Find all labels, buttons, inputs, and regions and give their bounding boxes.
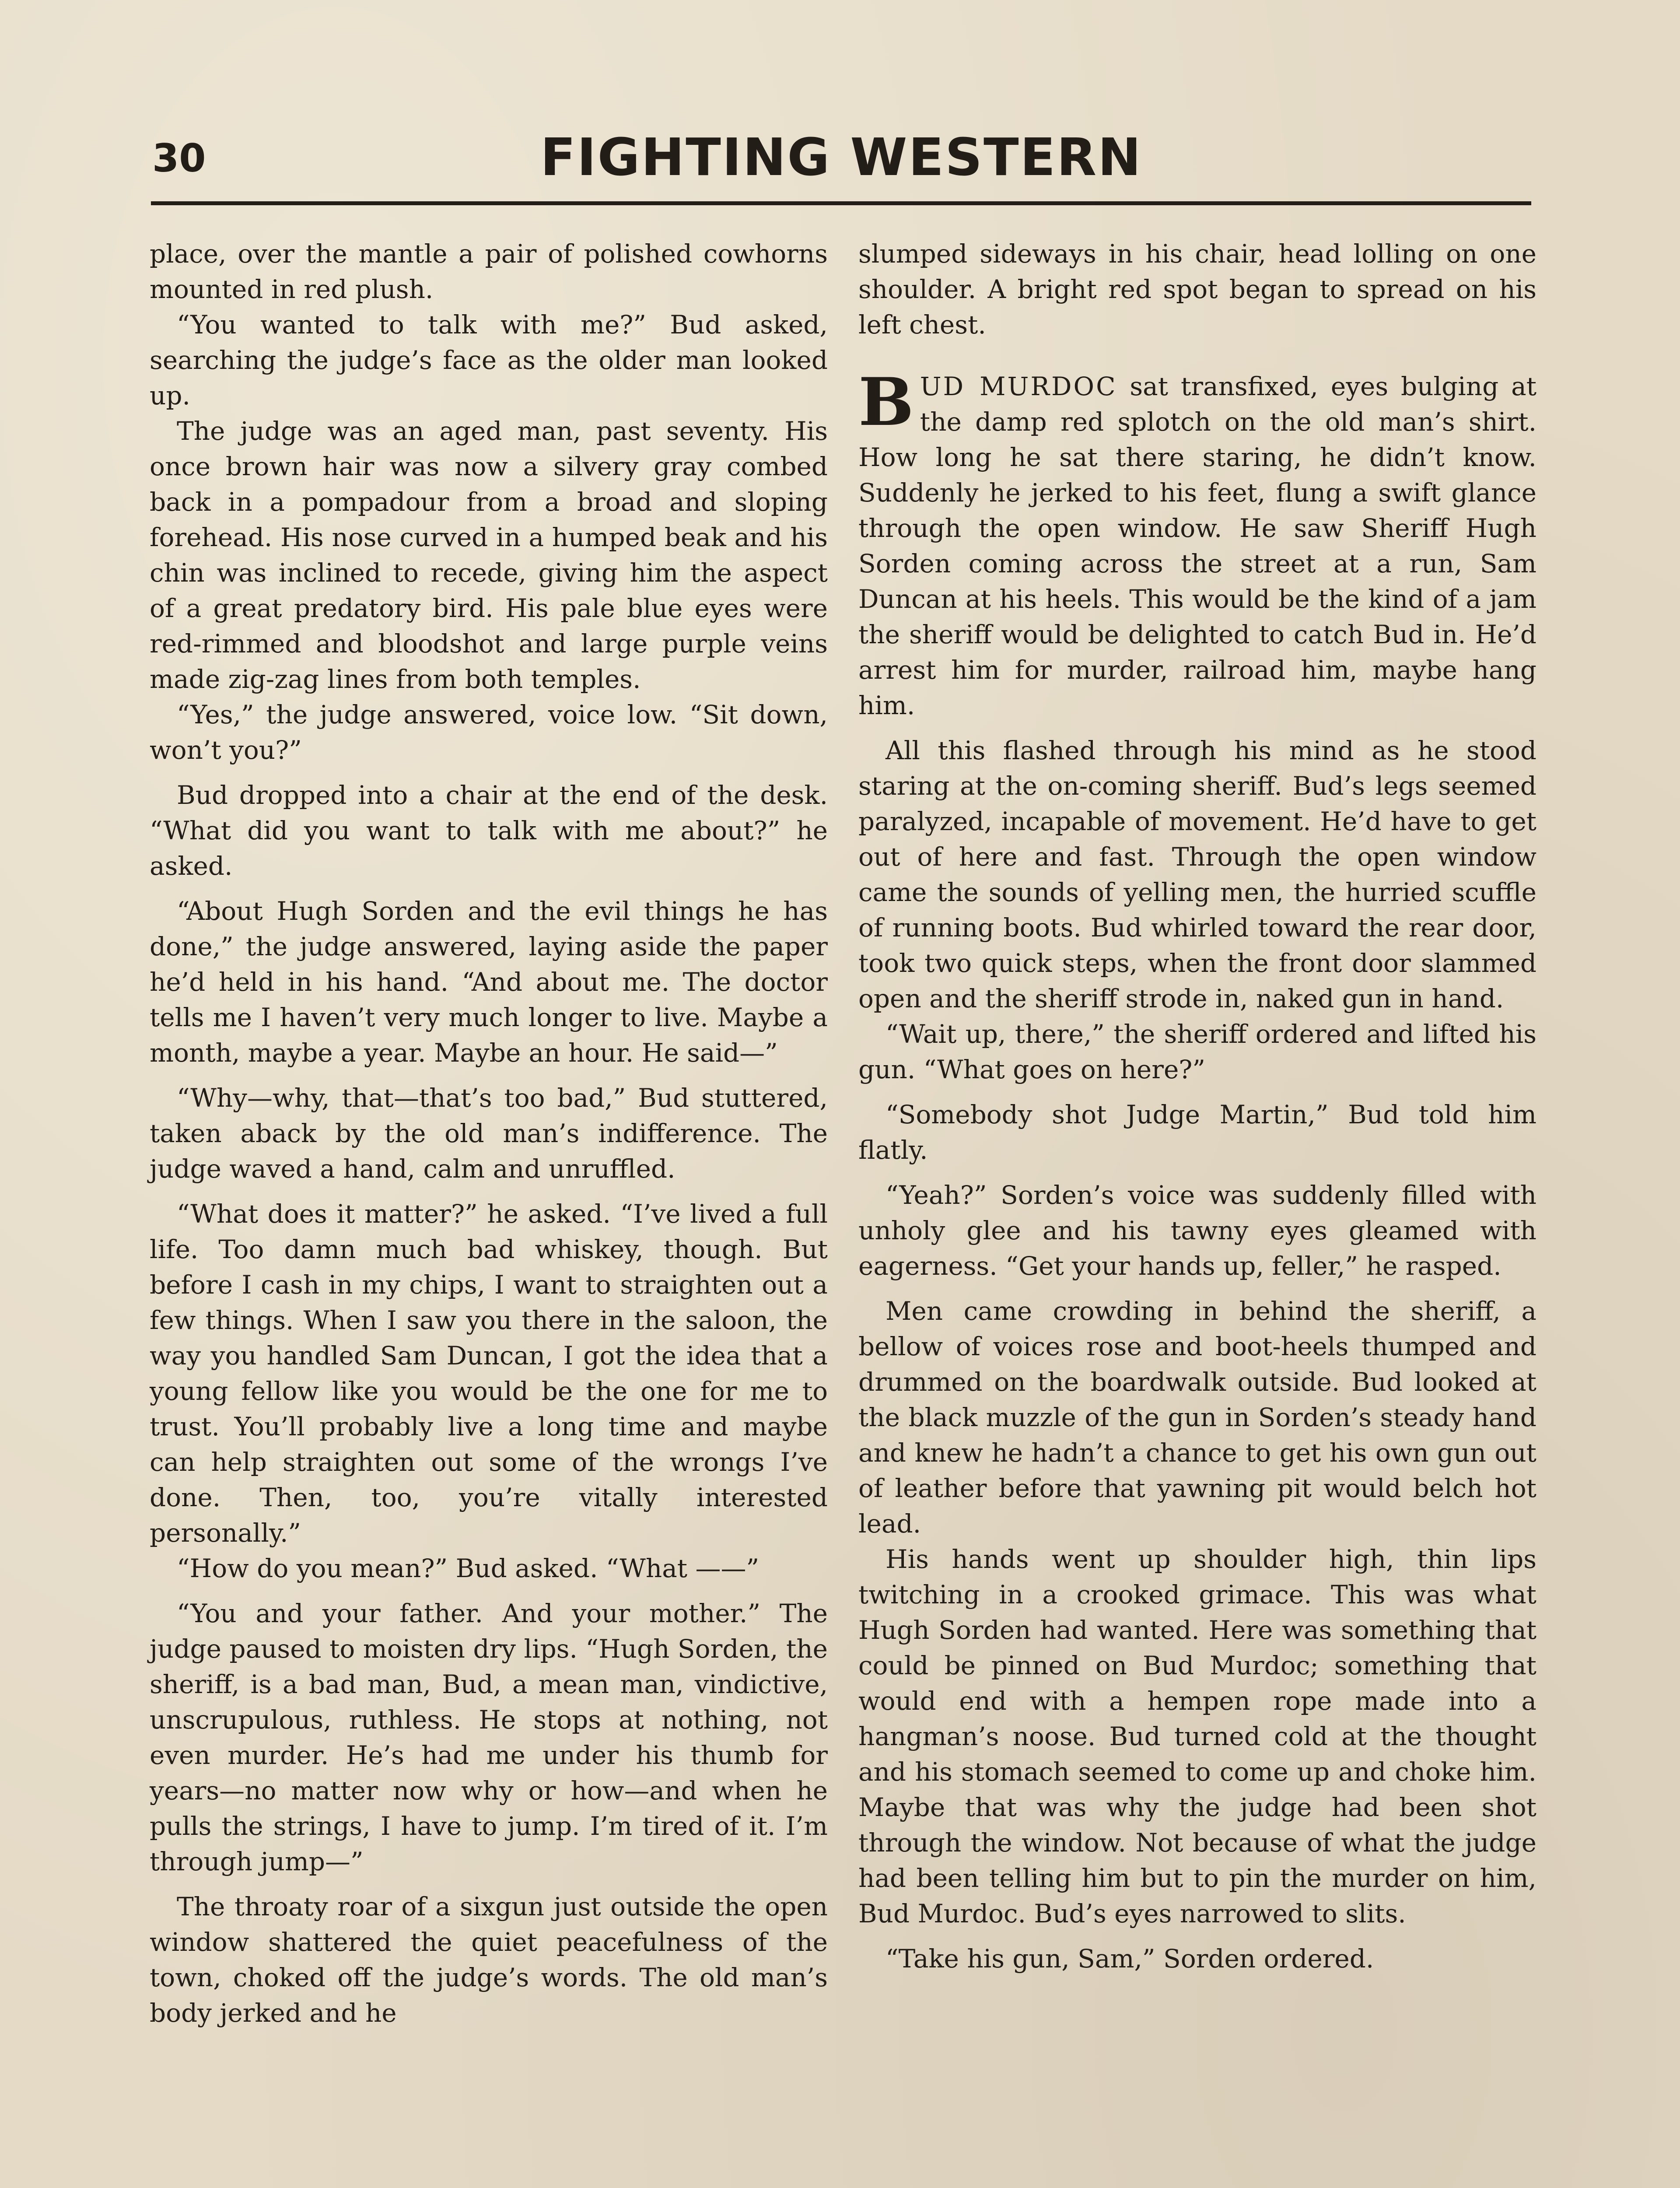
section-start-paragraph (858, 364, 1536, 723)
paragraph: Men came crowding in behind the sheriff, a bellow of voices rose and boot-heels thumped and drummed on the boardwalk outside. Bud looked at the black muzzle of the gun in Sorden’s steady hand and knew he hadn’t a chance to get his own gun out of leather before that yawning pit would belch hot lead. (858, 1296, 1536, 1539)
paragraph: “Yes,” the judge answered, voice low. “Sit down, won’t you?” (150, 700, 828, 765)
paragraph: “You and your father. And your mother.” The judge paused to moisten dry lips. “Hugh Sorden, the sheriff, is a bad man, Bud, a mean man, vindictive, unscrupulous, ruthless. He stops at nothing, not even murder. He’s had me under his thumb for years—no matter now why or how—and when he pulls the strings, I have to jump. I’m tired of it. I’m through jump—” (150, 1599, 828, 1876)
paragraph: His hands went up shoulder high, thin lips twitching in a crooked grimace. This was what Hugh Sorden had wanted. Here was something that could be pinned on Bud Murdoc; something that would end with a hempen rope made into a hangman’s noose. Bud turned cold at the thought and his stomach seemed to come up and choke him. Maybe that was why the judge had been shot through the window. Not because of what the judge had been telling him but to pin the murder on him, Bud Murdoc. Bud’s eyes narrowed to slits. (858, 1544, 1536, 1929)
paragraph: “Why—why, that—that’s too bad,” Bud stuttered, taken aback by the old man’s indifference. The judge waved a hand, calm and unruffled. (150, 1083, 828, 1184)
section-start-text: sat transfixed, eyes bulging at the damp red splotch on the old man’s shirt. How long he sat there staring, he didn’t know. Suddenly he jerked to his feet, flung a swift glance through the open window. He saw Sheriff Hugh Sorden coming across the street at a run, Sam Duncan at his heels. This would be the kind of a jam the sheriff would be delighted to catch Bud in. He’d arrest him for murder, railroad him, maybe hang him. (858, 372, 1536, 720)
paragraph: place, over the mantle a pair of polished cowhorns mounted in red plush. (150, 239, 828, 304)
header-rule (151, 201, 1531, 205)
drop-cap: B (858, 364, 914, 441)
paragraph: “You wanted to talk with me?” Bud asked, searching the judge’s face as the older man looked up. (150, 310, 828, 410)
paragraph: “Somebody shot Judge Martin,” Bud told him flatly. (858, 1100, 1536, 1165)
right-column (858, 236, 1536, 1977)
paragraph: The judge was an aged man, past seventy. His once brown hair was now a silvery gray combed back in a pompadour from a broad and sloping forehead. His nose curved in a humped beak and his chin was inclined to recede, giving him the aspect of a great predatory bird. His pale blue eyes were red-rimmed and bloodshot and large purple veins made zig-zag lines from both temples. (150, 416, 828, 694)
paragraph: “Take his gun, Sam,” Sorden ordered. (886, 1944, 1374, 1974)
page-number: 30 (152, 136, 206, 181)
magazine-title: FIGHTING WESTERN (540, 127, 1142, 187)
paragraph: Bud dropped into a chair at the end of the desk. “What did you want to talk with me about?” he asked. (150, 780, 828, 881)
paragraph: “Wait up, there,” the sheriff ordered and lifted his gun. “What goes on here?” (858, 1019, 1536, 1084)
left-column (150, 236, 828, 2031)
lead-caps: UD MURDOC (920, 372, 1117, 401)
paragraph: slumped sideways in his chair, head lolling on one shoulder. A bright red spot began to spread on his left chest. (858, 239, 1536, 340)
paragraph: The throaty roar of a sixgun just outside the open window shattered the quiet peacefulness of the town, choked off the judge’s words. The old man’s body jerked and he (150, 1892, 828, 2028)
paragraph: All this flashed through his mind as he stood staring at the on-coming sheriff. Bud’s legs seemed paralyzed, incapable of movement. He’d have to get out of here and fast. Through the open window came the sounds of yelling men, the hurried scuffle of running boots. Bud whirled toward the rear door, took two quick steps, when the front door slammed open and the sheriff strode in, naked gun in hand. (858, 736, 1536, 1013)
paragraph: “What does it matter?” he asked. “I’ve lived a full life. Too damn much bad whiskey, though. But before I cash in my chips, I want to straighten out a few things. When I saw you there in the saloon, the way you handled Sam Duncan, I got the idea that a young fellow like you would be the one for me to trust. You’ll probably live a long time and maybe can help straighten out some of the wrongs I’ve done. Then, too, you’re vitally interested personally.” (150, 1199, 828, 1548)
paragraph: “How do you mean?” Bud asked. “What ——” (177, 1553, 760, 1583)
paragraph: “Yeah?” Sorden’s voice was suddenly filled with unholy glee and his tawny eyes gleamed with eagerness. “Get your hands up, feller,” he rasped. (858, 1180, 1536, 1281)
paragraph: “About Hugh Sorden and the evil things he has done,” the judge answered, laying aside the paper he’d held in his hand. “And about me. The doctor tells me I haven’t very much longer to live. Maybe a month, maybe a year. Maybe an hour. He said—” (150, 896, 828, 1068)
page-header (152, 127, 1530, 197)
